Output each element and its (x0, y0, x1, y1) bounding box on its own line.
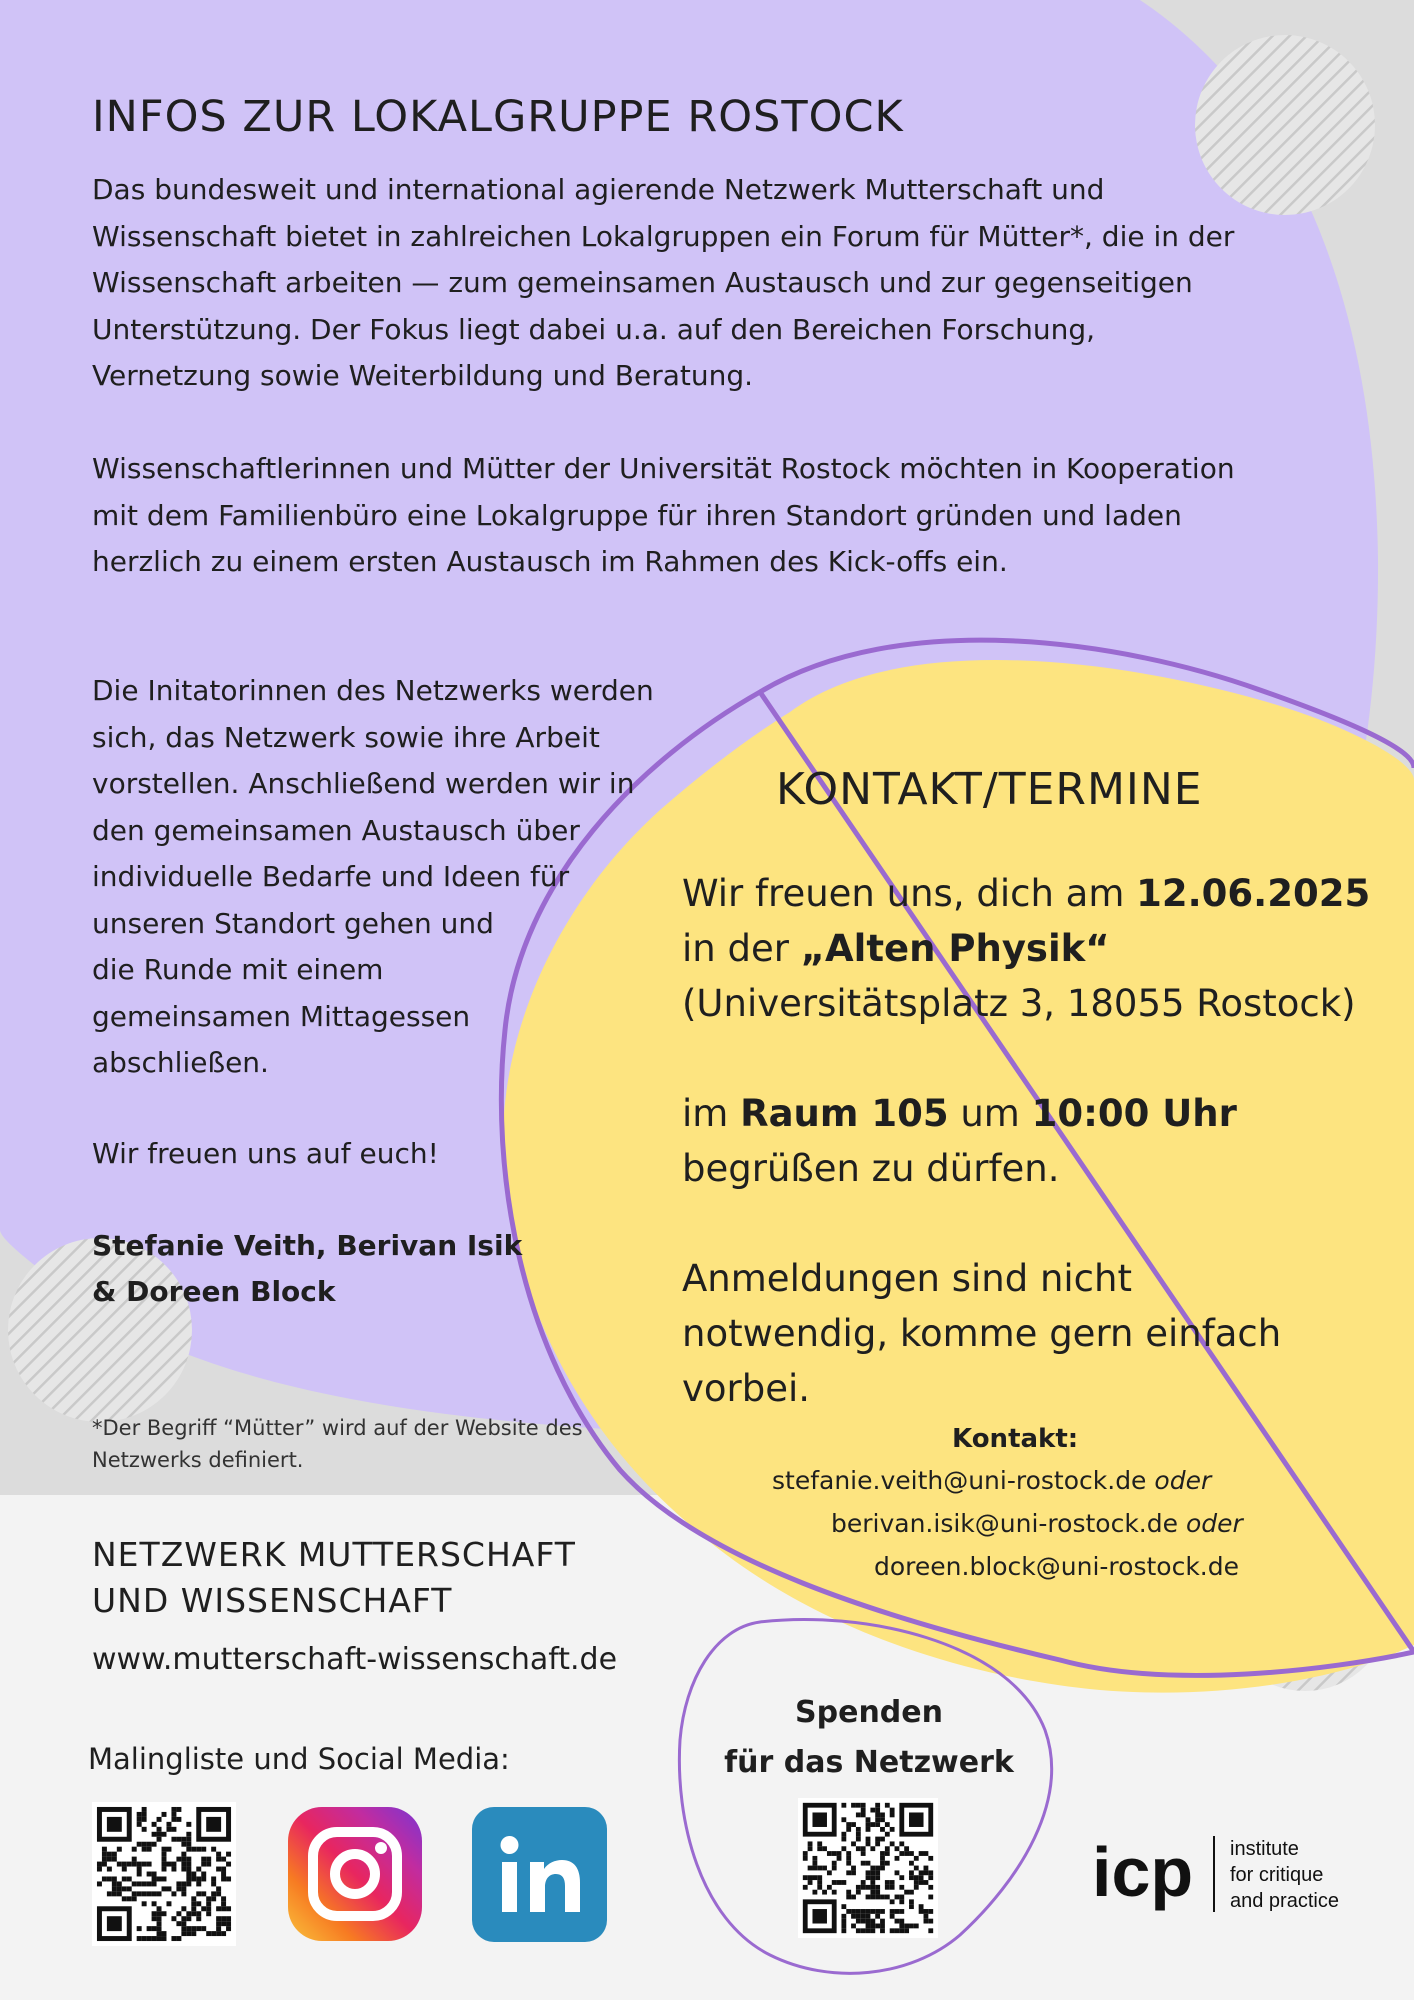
svg-text:and practice: and practice (1230, 1890, 1339, 1912)
svg-text:icp: icp (1092, 1833, 1194, 1911)
linkedin-icon[interactable] (472, 1807, 607, 1942)
qr-code-icon[interactable] (92, 1802, 236, 1946)
event-details: Wir freuen uns, dich am 12.06.2025 in der „Alten Physik“ (Universitätsplatz 3, 18055 Rostock) im Raum 105 um 10:00 Uhr begrüßen zu dürfen. Anmeldungen sind nicht notwendig, komme gern einfach vorbei. (682, 872, 1371, 1410)
contact-heading: KONTAKT/TERMINE (776, 764, 1203, 815)
instagram-icon[interactable] (288, 1807, 422, 1941)
network-name: NETZWERK MUTTERSCHAFT UND WISSENSCHAFT (92, 1535, 576, 1620)
page-title: INFOS ZUR LOKALGRUPPE ROSTOCK (92, 92, 904, 142)
contact-label: Kontakt: (952, 1424, 1079, 1454)
icp-logo (1092, 1826, 1382, 1926)
svg-text:for critique: for critique (1230, 1864, 1324, 1886)
email-link-stefanie[interactable]: stefanie.veith@uni-rostock.de oder (772, 1466, 1212, 1495)
social-label: Malingliste und Social Media: (88, 1742, 510, 1776)
signature: Stefanie Veith, Berivan Isik & Doreen Block (92, 1229, 523, 1308)
qr-code-icon[interactable] (798, 1798, 938, 1938)
footnote: *Der Begriff “Mütter” wird auf der Website des Netzwerks definiert. (92, 1416, 583, 1472)
event-date: 12.06.2025 (1136, 872, 1371, 915)
svg-text:institute: institute (1230, 1838, 1299, 1860)
intro-paragraph: Das bundesweit und international agierende Netzwerk Mutterschaft und Wissenschaft bietet in zahlreichen Lokalgruppen ein Forum für Mütter*, die in der Wissenschaft arbeiten — zum gemeinsamen Austausch und zur gegenseitigen Unterstützung. Der Fokus liegt dabei u.a. auf den Bereichen Forschung, Vernetzung sowie Weiterbildung und Beratung. (92, 173, 1235, 392)
event-room: Raum 105 (740, 1092, 949, 1135)
closing-line: Wir freuen uns auf euch! (92, 1137, 439, 1170)
event-time: 10:00 Uhr (1031, 1092, 1237, 1135)
program-paragraph: Die Initatorinnen des Netzwerks werden sich, das Netzwerk sowie ihre Arbeit vorstellen. Anschließend werden wir in den gemeinsamen Austausch über individuelle Bedarfe und Ideen für unseren Standort gehen und die Runde mit einem gemeinsamen Mittagessen abschließen. (92, 674, 654, 1079)
event-venue: „Alten Physik“ (800, 927, 1110, 970)
email-link-berivan[interactable]: berivan.isik@uni-rostock.de oder (831, 1509, 1243, 1538)
email-link-doreen[interactable]: doreen.block@uni-rostock.de (874, 1552, 1240, 1581)
network-url-link[interactable]: www.mutterschaft-wissenschaft.de (92, 1642, 618, 1677)
rostock-paragraph: Wissenschaftlerinnen und Mütter der Universität Rostock möchten in Kooperation mit dem Familienbüro eine Lokalgruppe für ihren Standort gründen und laden herzlich zu einem ersten Austausch im Rahmen des Kick-offs ein. (92, 452, 1235, 578)
donate-heading: Spenden für das Netzwerk (724, 1695, 1014, 1780)
